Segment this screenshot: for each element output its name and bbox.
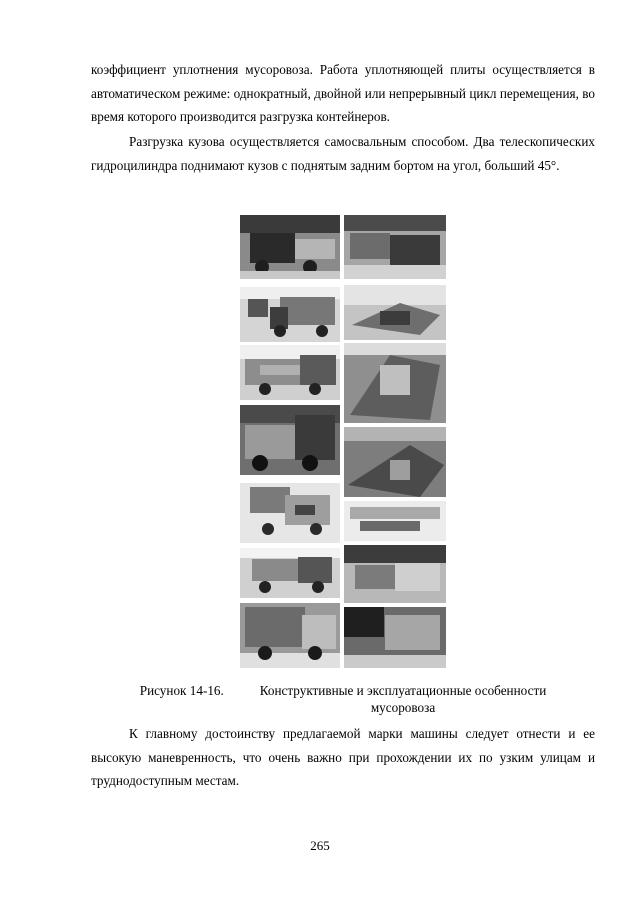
photo-right-6 <box>344 545 446 603</box>
figure-caption-label: Рисунок 14-16. <box>139 683 224 698</box>
photo-right-3 <box>344 343 446 423</box>
photo-left-7 <box>240 603 340 668</box>
figure-caption-text-line2: мусоровоза <box>370 700 436 715</box>
photo-right-7 <box>344 607 446 668</box>
photo-right-1 <box>344 215 446 279</box>
figure-caption <box>91 682 595 716</box>
photo-left-4 <box>240 405 340 475</box>
paragraph-maneuverability: К главному достоинству предлагаемой марки машины следует отнести и ее высокую маневренность, что очень важно при прохождении их по узким улицам и труднодоступным местам. <box>91 726 595 788</box>
photo-right-5 <box>344 501 446 541</box>
photo-left-6 <box>240 548 340 598</box>
figure-caption-text: Конструктивные и эксплуатационные особенности <box>259 683 547 698</box>
garbage-truck-photo-collage <box>240 215 446 668</box>
page-number: 265 <box>310 838 330 853</box>
paragraph-compaction: коэффициент уплотнения мусоровоза. Работа уплотняющей плиты осуществляется в автоматическом режиме: однократный, двойной или непрерывный цикл перемещения, во время которого производится разгрузка контейнеров. <box>91 62 595 124</box>
paragraph-unloading: Разгрузка кузова осуществляется самосвальным способом. Два телескопических гидроцилиндра поднимают кузов с поднятым задним бортом на угол, больший 45°. <box>91 134 595 173</box>
photo-right-2 <box>344 285 446 340</box>
photo-left-5 <box>240 483 340 543</box>
photo-left-3 <box>240 345 340 400</box>
photo-right-4 <box>344 427 446 497</box>
photo-left-2 <box>240 287 340 342</box>
photo-left-1 <box>240 215 340 279</box>
